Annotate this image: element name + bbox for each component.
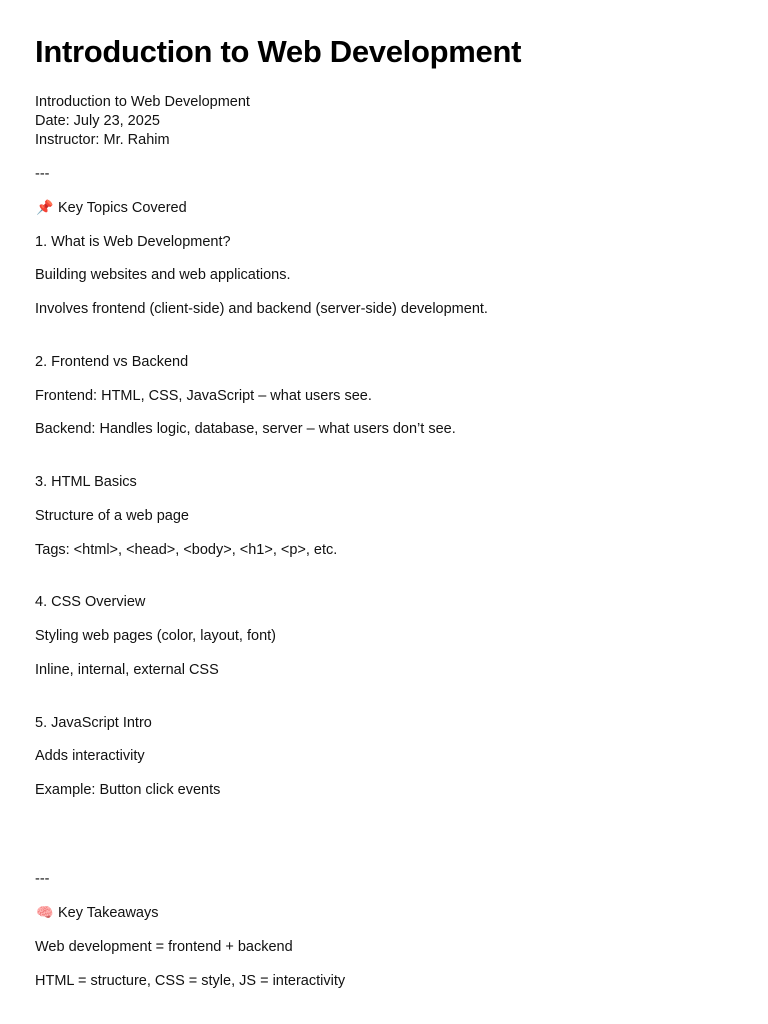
section-point: Involves frontend (client-side) and backend (server-side) development. [35,301,488,317]
section-point: Styling web pages (color, layout, font) [35,628,276,644]
key-takeaways-heading [35,904,158,922]
meta-instructor: Instructor: Mr. Rahim [35,132,170,148]
section-heading: 5. JavaScript Intro [35,715,152,731]
takeaway-item: HTML = structure, CSS = style, JS = interactivity [35,973,346,989]
meta-subtitle: Introduction to Web Development [35,94,250,110]
page-title: Introduction to Web Development [35,34,522,69]
section-point: Structure of a web page [35,508,189,524]
section-heading: 2. Frontend vs Backend [35,354,189,370]
key-topics-label: Key Topics Covered [58,200,187,216]
section-point: Frontend: HTML, CSS, JavaScript – what users see. [35,388,372,404]
key-takeaways-label: Key Takeaways [58,905,159,921]
brain-icon: 🧠 [36,905,54,921]
section-heading: 3. HTML Basics [35,474,137,490]
separator: --- [35,166,50,182]
section-point: Example: Button click events [35,782,221,798]
takeaway-item: Web development = frontend + backend [35,939,293,955]
separator: --- [35,871,50,887]
section-point: Inline, internal, external CSS [35,662,219,678]
section-heading: 1. What is Web Development? [35,234,231,250]
meta-date: Date: July 23, 2025 [35,113,160,129]
section-heading: 4. CSS Overview [35,594,146,610]
section-point: Backend: Handles logic, database, server – what users don’t see. [35,421,456,437]
pushpin-icon: 📌 [36,200,54,216]
section-point: Adds interactivity [35,748,145,764]
key-topics-heading [35,199,187,217]
section-point: Building websites and web applications. [35,267,291,283]
section-point: Tags: <html>, <head>, <body>, <h1>, <p>, etc. [35,542,338,558]
